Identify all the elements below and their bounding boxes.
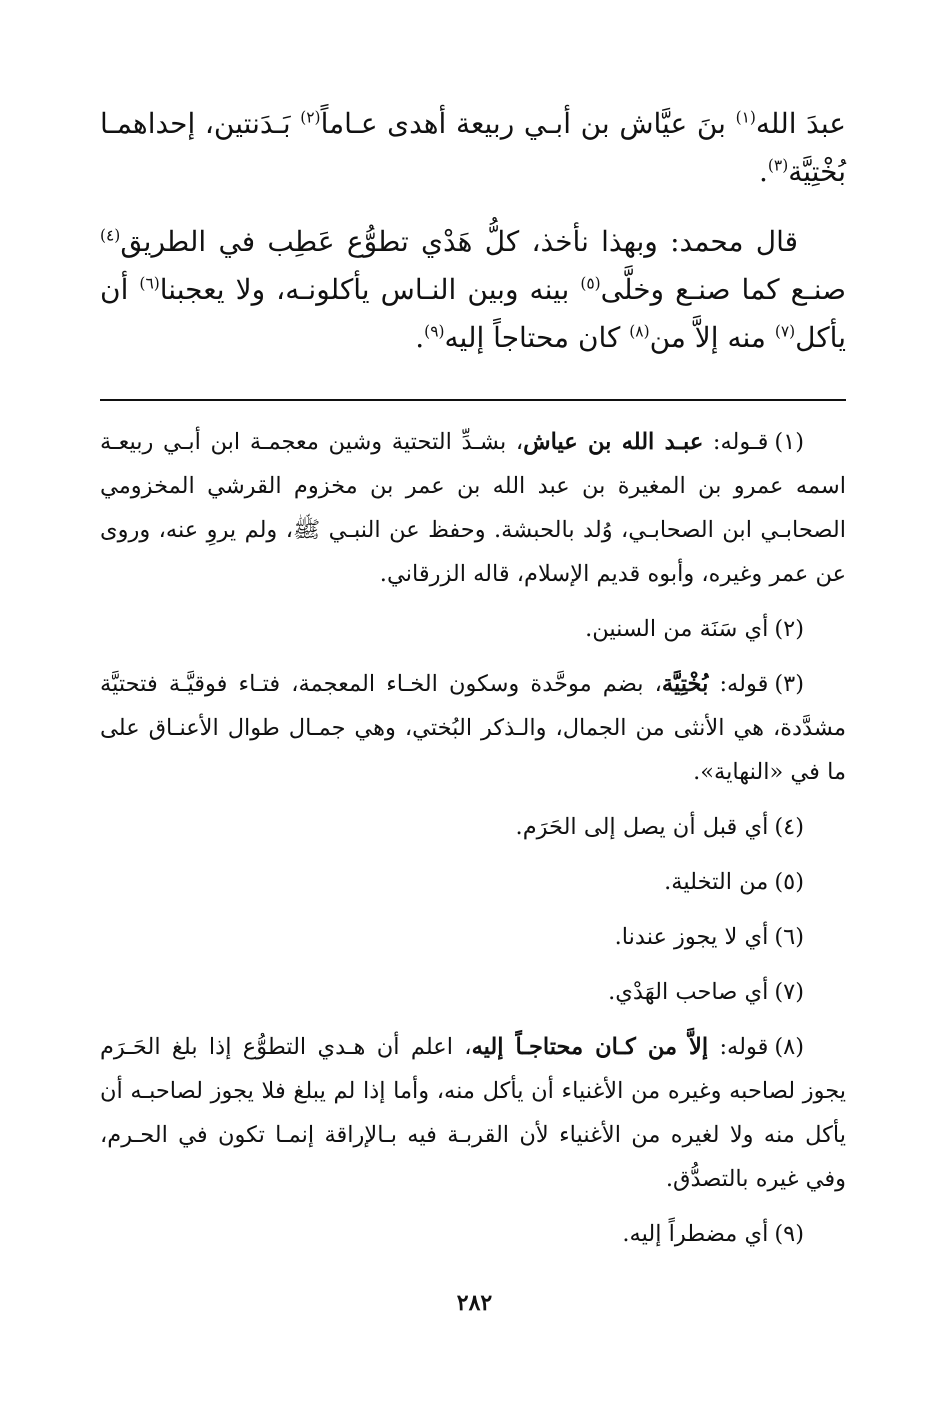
footnote-6 [100,915,846,959]
text-segment: . [759,155,768,188]
text-segment: قال محمد: وبهذا نأخذ، كلُّ هَدْي تطوُّع عَطِب في الطريق [120,225,798,258]
footnote-lead: قـوله: [703,429,769,455]
footnote-number: (٤) [774,814,804,840]
footnote-text: أي قبل أن يصل إلى الحَرَم. [515,814,769,840]
footnote-ref-1[interactable]: (١) [735,108,756,127]
footnote-divider [100,399,846,401]
footnote-2 [100,607,846,651]
footnote-term: إلاَّ من كـان محتاجـاً إليه [471,1034,709,1060]
text-segment: بينه وبين النـاس يأكلونـه، ولا يعجبنا [159,273,581,306]
footnote-ref-2[interactable]: (٢) [300,108,321,127]
text-segment: بنَ عيَّاش بن أبـي ربيعة أهدى عـاماً [320,107,736,140]
text-segment: كان محتاجاً إليه [444,321,630,354]
text-segment: منه إلاَّ من [649,321,775,354]
main-text [100,100,846,362]
footnote-ref-5[interactable]: (٥) [580,274,601,293]
footnote-8 [100,1025,846,1201]
page-number: ٢٨٢ [456,1290,493,1316]
footnote-text: أي لا يجوز عندنا. [614,924,769,950]
footnote-lead: قوله: [708,1034,769,1060]
footnote-1 [100,420,846,596]
footnote-9 [100,1212,846,1256]
footnote-term: عبـد الله بن عياش [523,429,704,455]
footnote-lead: قوله: [708,671,769,697]
footnote-text: أي سَنَة من السنين. [585,616,769,642]
footnote-number: (٨) [774,1034,804,1060]
footnote-text: أي صاحب الهَدْي. [608,979,769,1005]
footnote-number: (٢) [774,616,804,642]
footnote-text: ، اعلم أن هـدي التطوُّع إذا بلغ الحَـرَم يجوز لصاحبه وغيره من الأغنياء أن يأكل منه، وأما إذا لم يبلغ فلا يجوز لصاحبـه أن يأكل منه ولا لغيره من الأغنياء لأن القربـة فيه بـالإراقة إنمـا تكون في الحـرم، وفي غيره بالتصدُّق. [100,1034,846,1192]
footnote-3 [100,662,846,794]
footnote-number: (٩) [774,1221,804,1247]
footnote-term: بُخْتِيَّة [661,671,709,697]
footnote-number: (١) [774,429,805,455]
text-segment: صنـع كما صنـع وخلَّى [600,273,846,306]
main-paragraph-2 [100,218,846,362]
footnote-ref-6[interactable]: (٦) [139,274,160,293]
footnote-number: (٥) [774,869,804,895]
footnote-text: من التخلية. [664,869,769,895]
footnote-ref-8[interactable]: (٨) [629,322,650,341]
footnote-7 [100,970,846,1014]
footnote-number: (٧) [774,979,804,1005]
text-segment: بَـدَنتين، إحداهمـا بُخْتِيَّة [100,107,846,188]
footnote-text: ، بشـدِّ التحتية وشين معجمـة ابن أبـي ربيعـة اسمه عمرو بن المغيرة بن عبد الله بن عمر بن مخزوم القرشي المخزومي الصحابـي ابن الصحابـي، وُلد بالحبشة. وحفظ عن النبـي ﷺ، ولم يروِ عنه، وروى عن عمر وغيره، وأبوه قديم الإسلام، قاله الزرقاني. [100,429,846,587]
footnote-ref-7[interactable]: (٧) [774,322,796,341]
footnote-ref-9[interactable]: (٩) [424,322,445,341]
footnote-text: ، بضم موحَّدة وسكون الخـاء المعجمة، فتـاء فوقيَّـة فتحتيَّة مشدَّدة، هي الأنثى من الجمال، والـذكر البُختي، وهي جمـال طوال الأعنـاق على ما في «النهاية». [100,671,846,785]
text-segment: أن يأكل [100,273,846,354]
footnote-4 [100,805,846,849]
text-segment: . [415,321,425,354]
footnote-ref-3[interactable]: (٣) [767,156,789,175]
footnote-text: أي مضطراً إليه. [622,1221,769,1247]
footnote-5 [100,860,846,904]
footnote-number: (٦) [774,924,804,950]
footnote-number: (٣) [774,671,805,697]
footnotes-section [100,420,846,1267]
footnote-ref-4[interactable]: (٤) [100,226,121,245]
main-paragraph-1 [100,100,846,196]
text-segment: عبدَ الله [755,107,846,140]
